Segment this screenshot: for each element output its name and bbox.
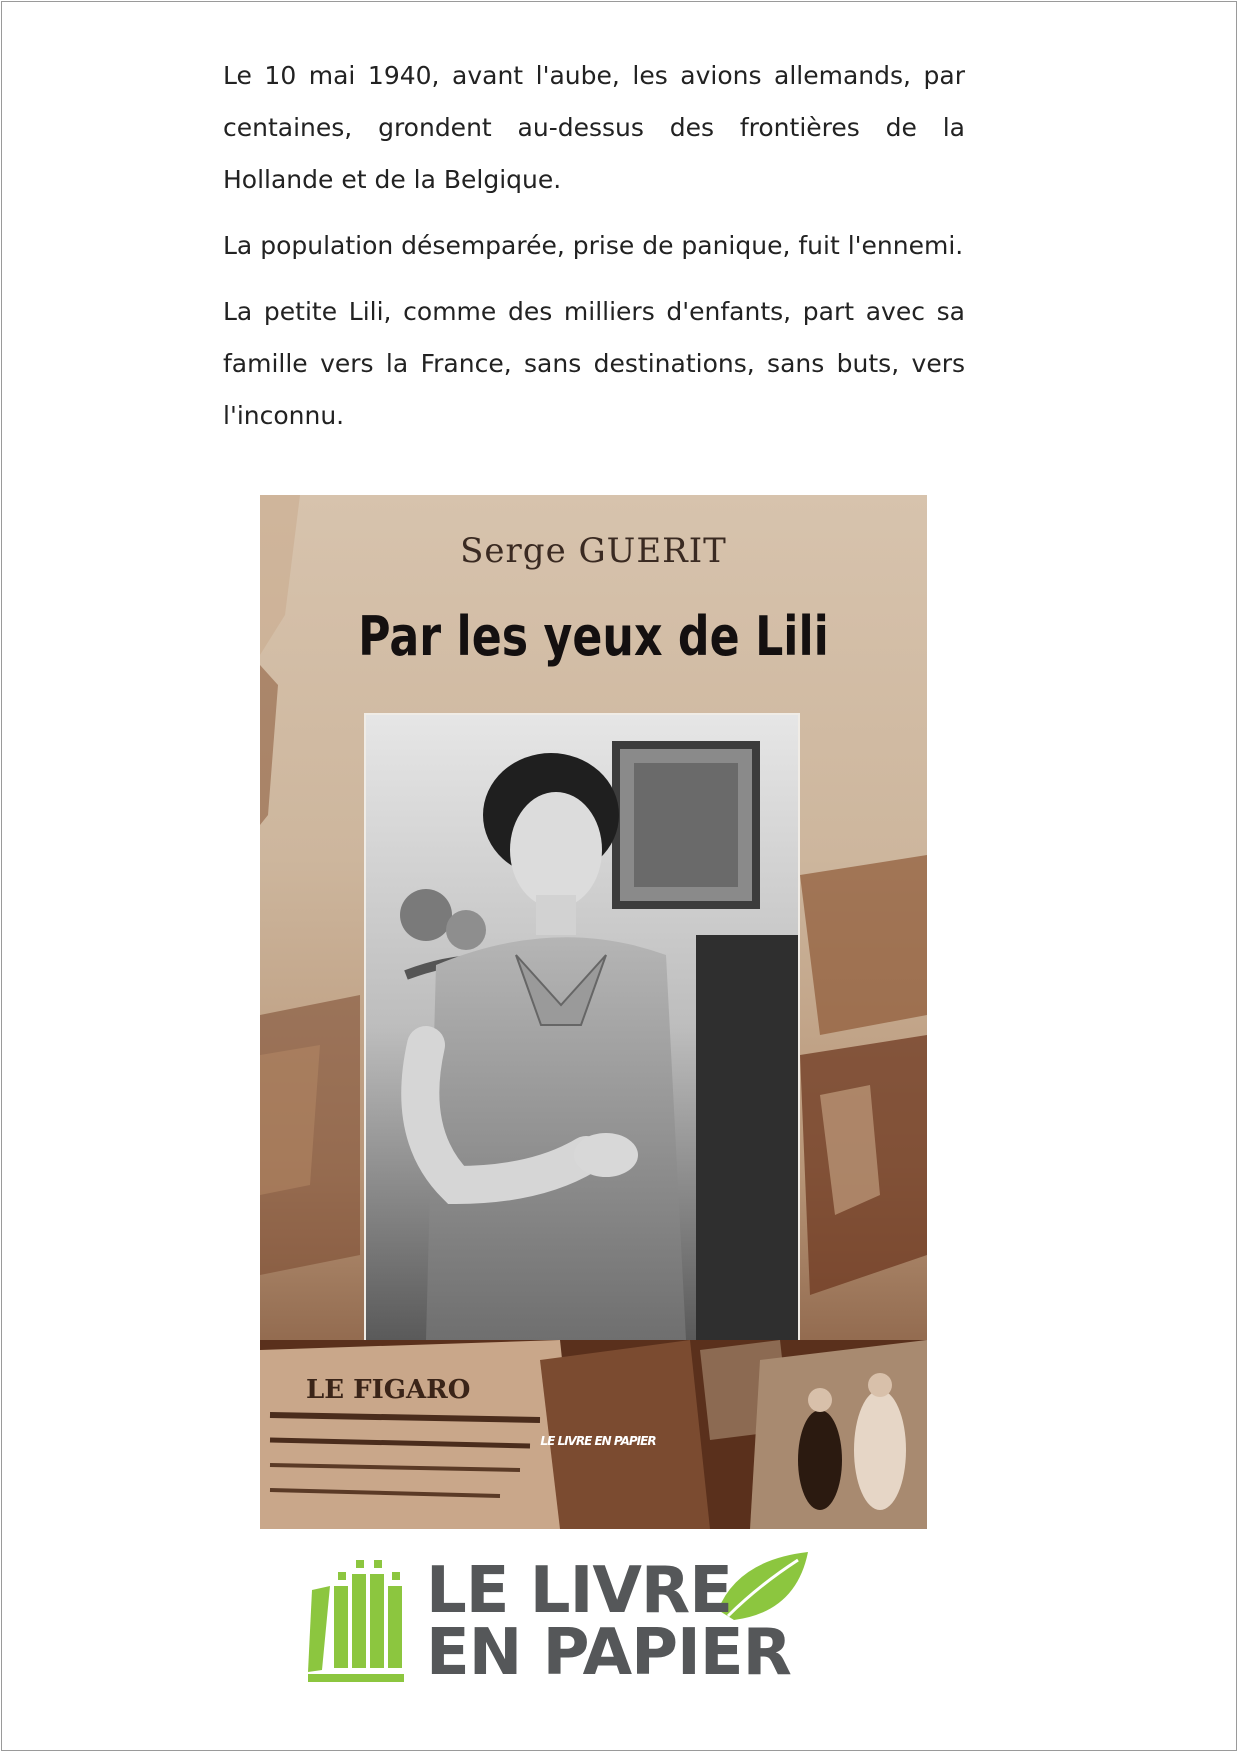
publisher-logo bbox=[308, 1552, 868, 1690]
newspaper-masthead: LE FIGARO bbox=[306, 1375, 471, 1405]
paragraph: La population désemparée, prise de panique, fuit l'ennemi. bbox=[223, 231, 964, 260]
logo-line1: LE LIVRE bbox=[426, 1554, 732, 1628]
paragraph: Le 10 mai 1940, avant l'aube, les avions allemands, par centaines, grondent au-dessus des frontières de la Hollande et de la Belgique. bbox=[223, 61, 965, 194]
paragraph: La petite Lili, comme des milliers d'enfants, part avec sa famille vers la France, sans destinations, sans buts, vers l'inconnu. bbox=[223, 297, 965, 430]
cover-publisher-stamp: LE LIVRE EN PAPIER bbox=[540, 1434, 656, 1448]
logo-line2: EN PAPIER bbox=[426, 1616, 791, 1690]
cover-author: Serge GUERIT bbox=[460, 531, 727, 571]
cover-photo bbox=[364, 713, 800, 1342]
book-cover bbox=[260, 495, 927, 1529]
woman-portrait-image bbox=[366, 715, 798, 1340]
intro-text bbox=[223, 50, 965, 456]
logo-text bbox=[426, 1554, 791, 1690]
cover-title: Par les yeux de Lili bbox=[358, 605, 829, 668]
